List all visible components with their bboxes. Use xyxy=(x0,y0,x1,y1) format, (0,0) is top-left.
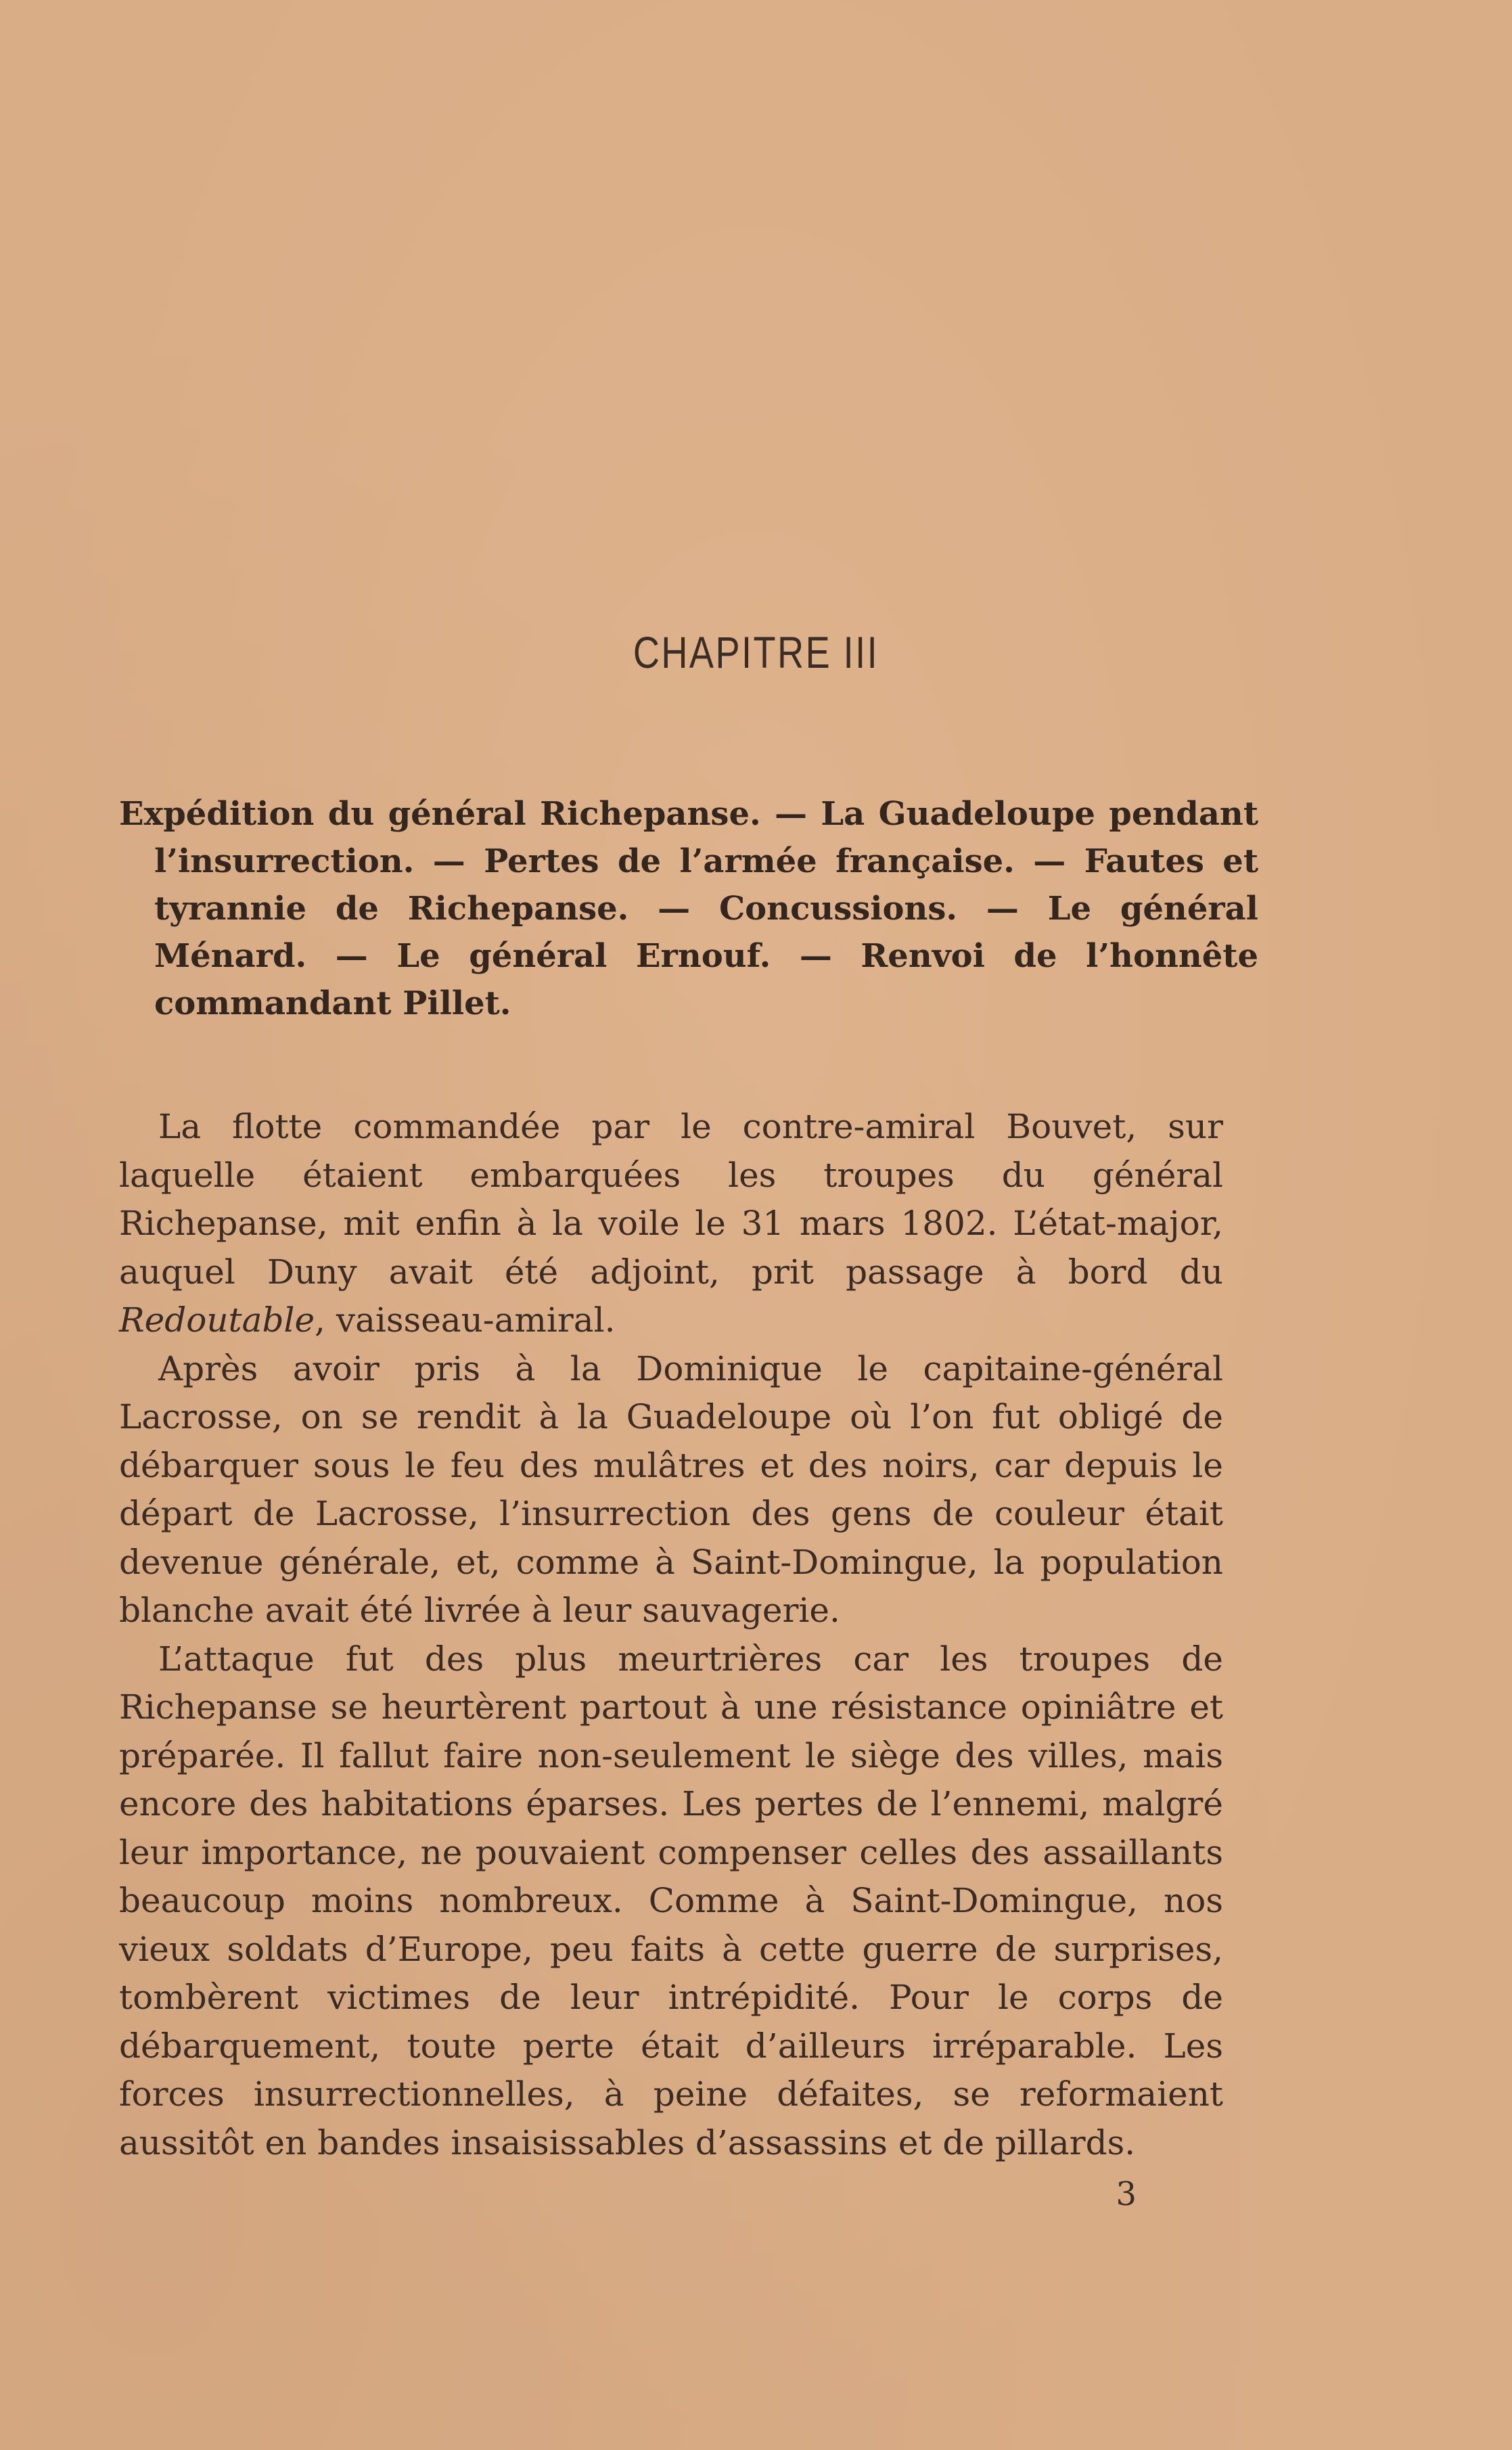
paragraph-3: L’attaque fut des plus meurtrières car les troupes de Richepanse se heurtèrent partout à une résistance opiniâtre et préparée. Il fallut faire non-seulement le siège des villes, mais encore des habitations éparses. Les pertes de l’ennemi, malgré leur importance, ne pouvaient compenser celles des assaillants beaucoup moins nombreux. Comme à Saint-Domingue, nos vieux soldats d’Europe, peu faits à cette guerre de surprises, tombèrent victimes de leur intrépidité. Pour le corps de débarquement, toute perte était d’ailleurs irréparable. Les forces insurrectionnelles, à peine défaites, se reformaient aussitôt en bandes insaisissables d’assassins et de pillards. xyxy=(119,1639,1223,2162)
paragraph-1-start: La flotte commandée par le contre-amiral Bouvet, sur laquelle étaient embarquées les troupes du général Richepanse, mit enfin à la voile le 31 mars 1802. L’état-major, auquel Duny avait été adjoint, prit passage à bord du xyxy=(119,1107,1223,1292)
body-text xyxy=(119,1103,1223,2167)
paragraph-2: Après avoir pris à la Dominique le capitaine-général Lacrosse, on se rendit à la Guadeloupe où l’on fut obligé de débarquer sous le feu des mulâtres et des noirs, car depuis le départ de Lacrosse, l’insurrection des gens de couleur était devenue générale, et, comme à Saint-Domingue, la population blanche avait été livrée à leur sauvagerie. xyxy=(119,1348,1223,1630)
chapter-title: CHAPITRE III xyxy=(633,627,879,677)
ship-name: Redoutable xyxy=(119,1300,315,1340)
paragraph-1-end: , vaisseau-amiral. xyxy=(315,1300,616,1340)
paragraph-1 xyxy=(119,1103,1223,1345)
chapter-summary: Expédition du général Richepanse. — La Guadeloupe pendant l’insurrection. — Pertes de l’armée française. — Fautes et tyrannie de Richepanse. — Concussions. — Le général Ménard. — Le général Ernouf. — Renvoi de l’honnête commandant Pillet. xyxy=(119,795,1258,1022)
page-number: 3 xyxy=(1116,2175,1137,2213)
